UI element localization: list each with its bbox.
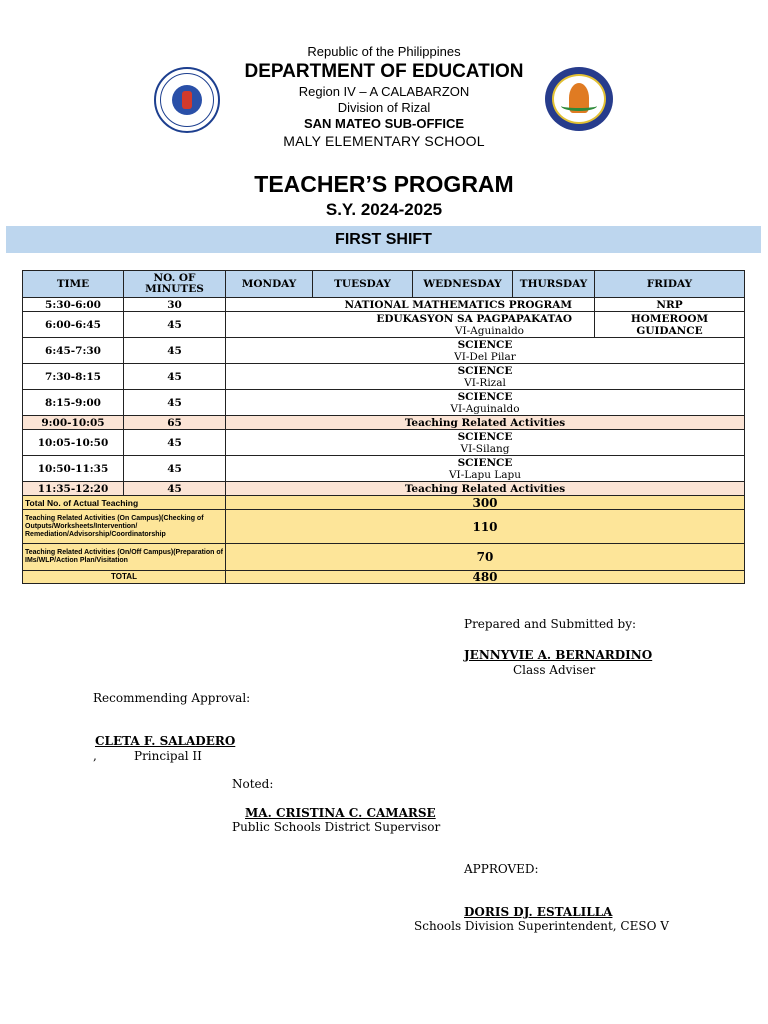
recommending-name: CLETA F. SALADERO — [95, 734, 236, 748]
row-minutes: 45 — [124, 312, 226, 338]
row-minutes: 45 — [124, 456, 226, 482]
row-subject-cell — [226, 390, 745, 416]
header-wednesday: WEDNESDAY — [413, 271, 513, 298]
row-friday: NRP — [595, 298, 745, 312]
summary-value: 110 — [226, 510, 745, 544]
row-time: 6:00-6:45 — [23, 312, 124, 338]
deped-seal-icon — [154, 67, 220, 133]
row-time: 6:45-7:30 — [23, 338, 124, 364]
row-subject-cell — [226, 430, 745, 456]
table-row — [23, 312, 745, 338]
summary-value: 300 — [226, 496, 745, 510]
row-subject: Teaching Related Activities — [226, 482, 745, 496]
summary-row — [23, 571, 745, 584]
schedule-table — [22, 270, 745, 584]
row-time: 11:35-12:20 — [23, 482, 124, 496]
prepared-role: Class Adviser — [513, 663, 596, 677]
republic-line: Republic of the Philippines — [307, 44, 461, 59]
row-minutes: 30 — [124, 298, 226, 312]
recommending-role: Principal II — [134, 749, 202, 763]
prepared-name: JENNYVIE A. BERNARDINO — [464, 648, 653, 662]
row-section: VI-Lapu Lapu — [448, 468, 522, 481]
row-minutes: 45 — [124, 364, 226, 390]
row-section: VI-Aguinaldo — [454, 324, 524, 337]
department-name: DEPARTMENT OF EDUCATION — [244, 61, 524, 82]
row-friday: HOMEROOM — [630, 312, 709, 325]
row-section: VI-Rizal — [464, 376, 506, 389]
table-header-row — [23, 271, 745, 298]
table-row — [23, 482, 745, 496]
row-minutes: 65 — [124, 416, 226, 430]
noted-role: Public Schools District Supervisor — [232, 820, 441, 834]
header-minutes: NO. OF MINUTES — [124, 271, 226, 298]
row-subject: NATIONAL MATHEMATICS PROGRAM — [226, 298, 595, 312]
header-tuesday: TUESDAY — [313, 271, 413, 298]
summary-row — [23, 510, 745, 544]
row-minutes: 45 — [124, 338, 226, 364]
table-row — [23, 416, 745, 430]
table-row — [23, 430, 745, 456]
row-subject-cell — [226, 338, 745, 364]
summary-value: 70 — [226, 544, 745, 571]
row-subject: SCIENCE — [457, 338, 513, 351]
row-section: VI-Silang — [460, 442, 510, 455]
row-section: VI-Aguinaldo — [450, 402, 520, 415]
header-monday: MONDAY — [226, 271, 313, 298]
row-subject-cell — [226, 312, 595, 338]
row-subject: SCIENCE — [457, 430, 513, 443]
row-friday-cell — [595, 312, 745, 338]
row-time: 5:30-6:00 — [23, 298, 124, 312]
row-subject: SCIENCE — [457, 364, 513, 377]
recommending-label: Recommending Approval: — [93, 691, 251, 705]
summary-label: Teaching Related Activities (On/Off Campus)(Preparation of IMs/WLP/Action Plan/Visitation — [23, 544, 226, 571]
recommending-comma: , — [93, 749, 97, 763]
approved-name: DORIS DJ. ESTALILLA — [464, 905, 613, 919]
approved-label: APPROVED: — [464, 862, 539, 876]
noted-name: MA. CRISTINA C. CAMARSE — [245, 806, 436, 820]
row-friday-sub: GUIDANCE — [636, 324, 703, 337]
summary-row — [23, 496, 745, 510]
school-name: MALY ELEMENTARY SCHOOL — [283, 133, 485, 149]
row-time: 9:00-10:05 — [23, 416, 124, 430]
division-line: Division of Rizal — [337, 100, 431, 115]
row-time: 8:15-9:00 — [23, 390, 124, 416]
prepared-label: Prepared and Submitted by: — [464, 617, 637, 631]
row-subject-cell — [226, 456, 745, 482]
row-subject-cell — [226, 364, 745, 390]
row-minutes: 45 — [124, 430, 226, 456]
header-time: TIME — [23, 271, 124, 298]
summary-label: Teaching Related Activities (On Campus)(Checking of Outputs/Worksheets/Intervention/ Remediation/Advisorship/Coordinatorship — [23, 510, 226, 544]
noted-label: Noted: — [232, 777, 274, 791]
summary-value: 480 — [226, 571, 745, 584]
row-subject: EDUKASYON SA PAGPAPAKATAO — [376, 312, 572, 325]
row-time: 7:30-8:15 — [23, 364, 124, 390]
sub-office-line: SAN MATEO SUB-OFFICE — [303, 116, 465, 131]
approved-role: Schools Division Superintendent, CESO V — [414, 919, 669, 933]
summary-row — [23, 544, 745, 571]
school-year: S.Y. 2024-2025 — [325, 200, 443, 219]
row-subject: Teaching Related Activities — [226, 416, 745, 430]
row-subject: SCIENCE — [457, 390, 513, 403]
table-row — [23, 456, 745, 482]
summary-label: Total No. of Actual Teaching — [23, 496, 226, 510]
row-time: 10:50-11:35 — [23, 456, 124, 482]
row-minutes: 45 — [124, 390, 226, 416]
table-row — [23, 390, 745, 416]
header-thursday: THURSDAY — [513, 271, 595, 298]
header-friday: FRIDAY — [595, 271, 745, 298]
summary-label: TOTAL — [23, 571, 226, 584]
row-time: 10:05-10:50 — [23, 430, 124, 456]
shift-banner: FIRST SHIFT — [6, 226, 761, 253]
table-row — [23, 338, 745, 364]
row-minutes: 45 — [124, 482, 226, 496]
row-subject: SCIENCE — [457, 456, 513, 469]
region-line: Region IV – A CALABARZON — [298, 84, 470, 99]
page-title: TEACHER’S PROGRAM — [254, 171, 514, 197]
table-row — [23, 364, 745, 390]
school-seal-icon — [545, 67, 613, 131]
table-row — [23, 298, 745, 312]
row-section: VI-Del Pilar — [454, 350, 516, 363]
